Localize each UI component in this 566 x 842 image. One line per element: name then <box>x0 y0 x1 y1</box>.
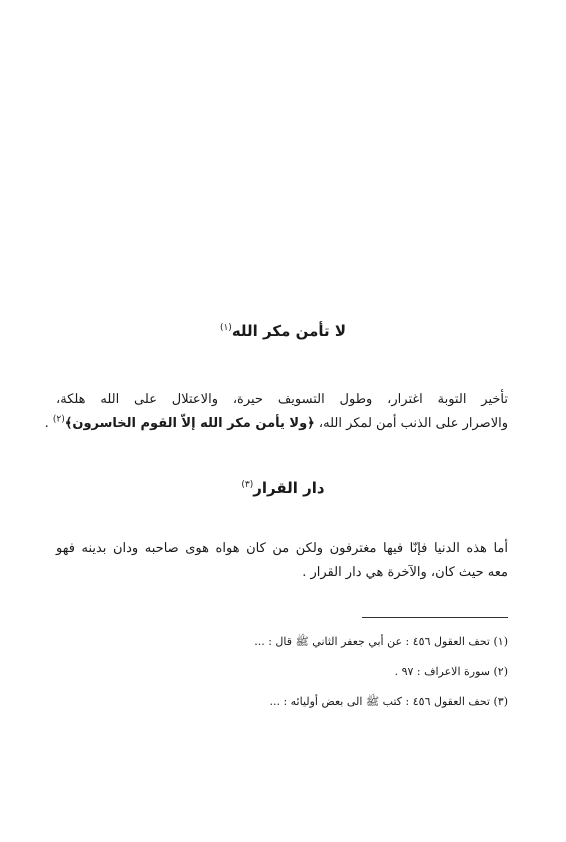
paragraph-1-line-2-prefix: والاصرار على الذنب أمن لمكر الله، <box>314 416 508 431</box>
paragraph-1-line-2 <box>44 412 508 436</box>
section-title-2-text: دار القرار <box>253 479 325 497</box>
footnote-ref-2: (٢) <box>52 414 65 425</box>
footnote-divider <box>362 617 508 618</box>
footnote-2: (٢) سورة الاعراف : ٩٧ . <box>394 665 508 678</box>
paragraph-2 <box>56 537 508 585</box>
section-title-2 <box>0 478 566 498</box>
footnote-ref-1: (١) <box>219 323 232 333</box>
footnote-3: (٣) تحف العقول ٤٥٦ : كتب ﷺ الى بعض أوليائه : ... <box>269 695 508 708</box>
paragraph-1-line-2-suffix: . <box>44 416 53 431</box>
quran-verse: ﴿ولا يأمن مكر الله إلاّ القوم الخاسرون﴾ <box>64 416 315 431</box>
footnote-ref-3: (٣) <box>241 480 254 490</box>
paragraph-1-line-1: تأخير التوبة اغترار، وطول التسويف حيرة، والاعتلال على الله هلكة، <box>56 392 508 407</box>
paragraph-2-line-1: أما هذه الدنيا فإنّا فيها مغترفون ولكن من كان هواه هوى صاحبه ودان بدينه فهو <box>56 541 508 556</box>
paragraph-2-line-2: معه حيث كان، والآخرة هي دار القرار . <box>302 565 508 580</box>
section-title-1-text: لا تأمن مكر الله <box>231 322 347 340</box>
footnote-1: (١) تحف العقول ٤٥٦ : عن أبي جعفر الثاني ﷺ قال : ... <box>254 635 508 648</box>
paragraph-1 <box>44 388 508 436</box>
section-title-1 <box>0 321 566 341</box>
